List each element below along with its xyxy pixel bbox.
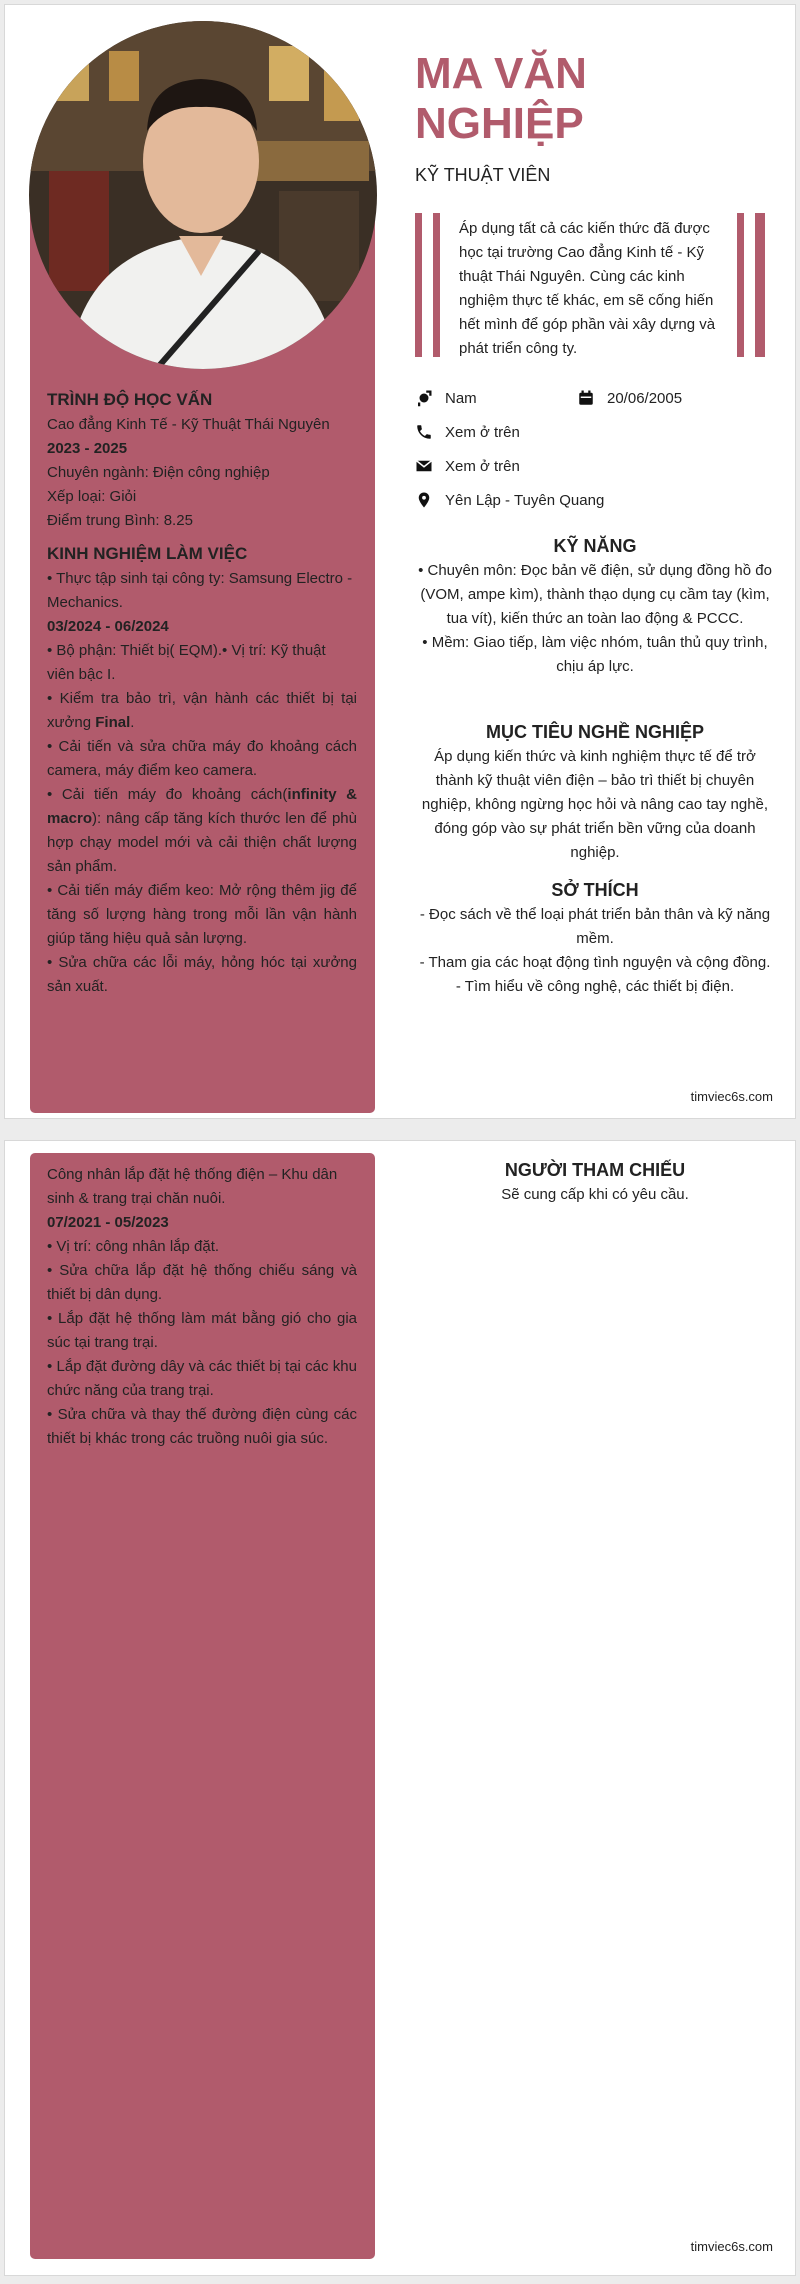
calendar-icon	[577, 389, 595, 407]
footer-site: timviec6s.com	[690, 1089, 773, 1104]
reference-heading: NGƯỜI THAM CHIẾU	[504, 1160, 686, 1180]
profile-photo	[29, 21, 377, 369]
reference-section	[415, 1157, 775, 1207]
experience-heading: KINH NGHIỆM LÀM VIỆC	[47, 544, 248, 563]
experience-item: • Cải tiến và sửa chữa máy đo khoảng cách camera, máy điểm keo camera.	[47, 738, 357, 779]
experience-role: • Bộ phận: Thiết bị( EQM).• Vị trí: Kỹ thuật viên bậc I.	[47, 642, 326, 683]
skills-line: • Mềm: Giao tiếp, làm việc nhóm, tuân thủ quy trình, chịu áp lực.	[422, 634, 768, 675]
quote-text: Áp dụng tất cả các kiến thức đã được học tại trường Cao đẳng Kinh tế - Kỹ thuật Thái Nguyên. Cùng các kinh nghiệm thực tế khác, em sẽ cống hiến hết mình để góp phần vài xây dựng và phát triển công ty.	[459, 220, 716, 357]
education-gpa: Điểm trung Bình: 8.25	[47, 512, 193, 529]
experience-item: • Kiểm tra bảo trì, vận hành các thiết bị tại xưởng Final.	[47, 690, 357, 731]
experience-period: 03/2024 - 06/2024	[47, 618, 169, 635]
career-goal-text: Áp dụng kiến thức và kinh nghiệm thực tế để trở thành kỹ thuật viên điện – bảo trì thiết bị chuyên nghiệp, không ngừng học hỏi và nâng cao tay nghề, đóng góp vào sự phát triển bền vững của doanh nghiệp.	[421, 748, 769, 861]
info-phone: Xem ở trên	[415, 423, 520, 441]
experience-item: • Sửa chữa và thay thế đường điện cùng các thiết bị khác trong các truồng nuôi gia súc.	[47, 1406, 357, 1447]
experience-company: Công nhân lắp đặt hệ thống điện – Khu dân sinh & trang trại chăn nuôi.	[47, 1166, 338, 1207]
experience-item: • Lắp đặt đường dây và các thiết bị tại các khu chức năng của trang trại.	[47, 1358, 357, 1399]
education-heading: TRÌNH ĐỘ HỌC VẤN	[47, 390, 213, 409]
hobby-item: - Tìm hiểu về công nghệ, các thiết bị điện.	[455, 978, 735, 995]
education-major: Chuyên ngành: Điện công nghiệp	[47, 464, 270, 481]
quote-bar-left	[415, 213, 422, 357]
reference-text: Sẽ cung cấp khi có yêu cầu.	[501, 1186, 689, 1203]
experience-item: • Vị trí: công nhân lắp đặt.	[47, 1238, 220, 1255]
quote-bar-right-inner	[737, 213, 744, 357]
info-gender: Nam	[415, 389, 477, 407]
experience-period: 07/2021 - 05/2023	[47, 1214, 169, 1231]
quote-bar-left-inner	[433, 213, 440, 357]
email-icon	[415, 457, 433, 475]
sidebar-content	[47, 1163, 357, 1451]
experience-company: • Thực tập sinh tại công ty: Samsung Electro - Mechanics.	[47, 570, 353, 611]
education-school: Cao đẳng Kinh Tế - Kỹ Thuật Thái Nguyên	[47, 416, 330, 433]
education-period: 2023 - 2025	[47, 440, 128, 457]
hobby-item: - Tham gia các hoạt động tình nguyện và cộng đồng.	[419, 954, 771, 971]
hobbies-heading: SỞ THÍCH	[551, 880, 639, 900]
hobby-item: - Đọc sách về thể loại phát triển bản thân và kỹ năng mềm.	[419, 906, 771, 947]
full-name: MA VĂN NGHIỆP	[415, 49, 587, 148]
experience-item: • Sửa chữa các lỗi máy, hỏng hóc tại xưởng sản xuất.	[47, 954, 357, 995]
experience-item: • Cải tiến máy đo khoảng cách(infinity & macro): nâng cấp tăng kích thước len để phù hợp chạy model mới và cải thiện chất lượng sản phẩm.	[47, 786, 357, 875]
skills-section	[415, 533, 775, 679]
footer-site: timviec6s.com	[690, 2239, 773, 2254]
info-birthday: 20/06/2005	[577, 389, 682, 407]
experience-item: • Cải tiến máy điểm keo: Mở rộng thêm jig để tăng số lượng hàng trong mỗi lần vận hành giúp tăng hiệu quả sản lượng.	[47, 882, 357, 947]
cv-page-2	[4, 1140, 796, 2276]
skills-line: • Chuyên môn: Đọc bản vẽ điện, sử dụng đồng hồ đo (VOM, ampe kìm), thành thạo dụng cụ cầm tay (kìm, tua vít), kiến thức an toàn lao động & PCCC.	[418, 562, 772, 627]
info-address: Yên Lập - Tuyên Quang	[415, 491, 604, 509]
quote-bar-right	[755, 213, 765, 357]
phone-icon	[415, 423, 433, 441]
objective-quote	[415, 213, 765, 357]
location-icon	[415, 491, 433, 509]
career-goal-section	[415, 719, 775, 865]
skills-heading: KỸ NĂNG	[553, 536, 637, 556]
experience-item: • Lắp đặt hệ thống làm mát bằng gió cho gia súc tại trang trại.	[47, 1310, 357, 1351]
hobbies-section	[415, 877, 775, 999]
career-goal-heading: MỤC TIÊU NGHỀ NGHIỆP	[485, 722, 704, 742]
info-email: Xem ở trên	[415, 457, 520, 475]
experience-item: • Sửa chữa lắp đặt hệ thống chiếu sáng và thiết bị dân dụng.	[47, 1262, 357, 1303]
cv-page-1	[4, 4, 796, 1119]
gender-icon	[415, 389, 433, 407]
job-title: KỸ THUẬT VIÊN	[415, 165, 551, 185]
sidebar-content	[47, 385, 357, 999]
education-rank: Xếp loại: Giỏi	[47, 488, 137, 505]
